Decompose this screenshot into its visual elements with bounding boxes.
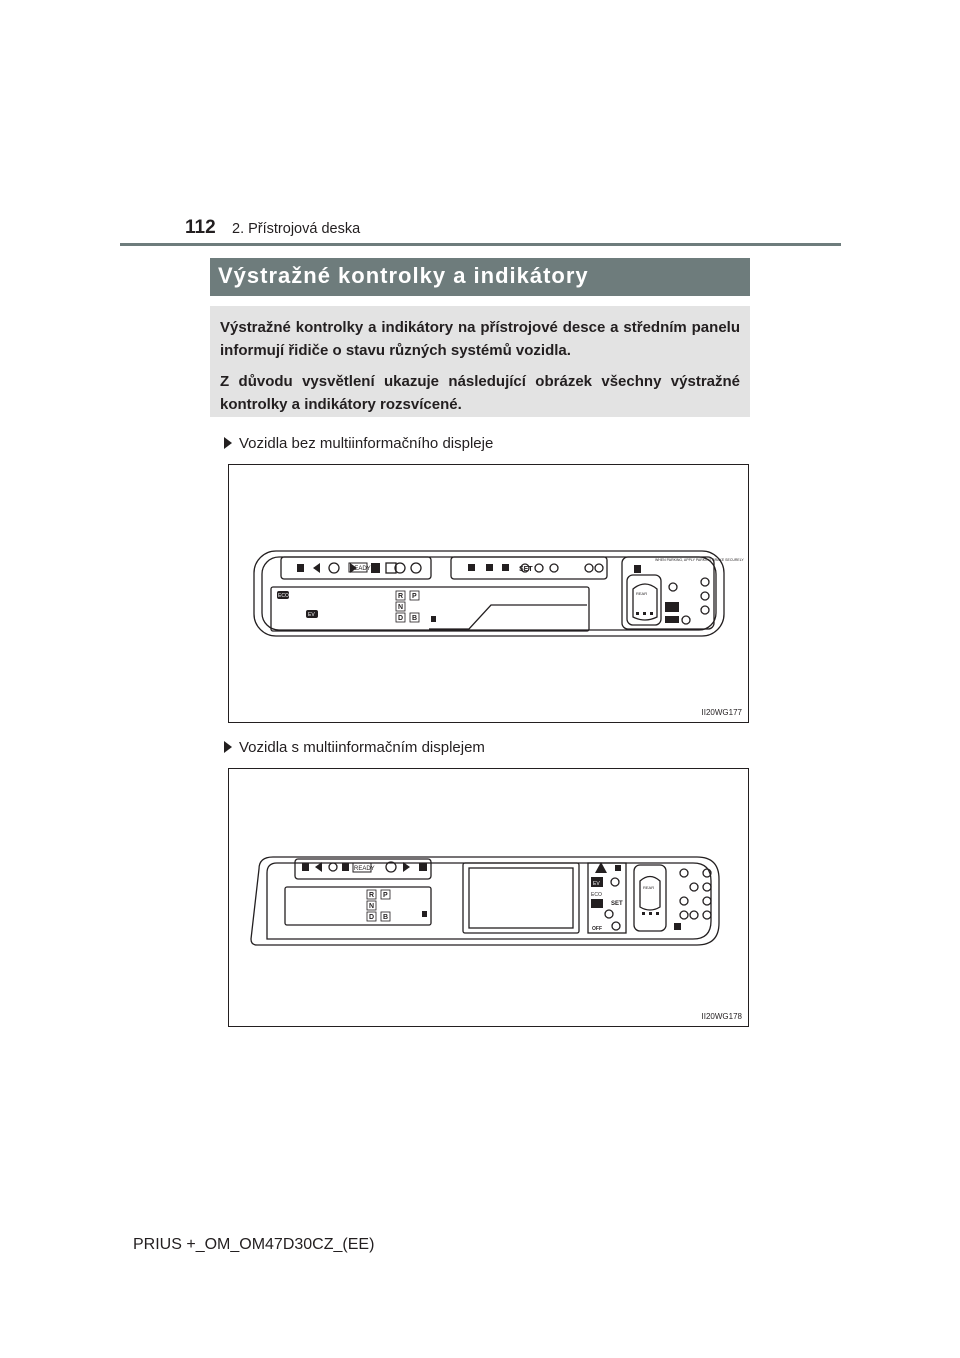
ev-label: EV bbox=[308, 612, 315, 618]
figure2-code: II20WG178 bbox=[701, 1012, 742, 1021]
figure1-caption bbox=[224, 435, 493, 452]
rear-dot-1 bbox=[636, 612, 639, 615]
low-fuel-icon bbox=[302, 863, 309, 871]
cluster2-svg bbox=[229, 769, 750, 1028]
rear-dot-2 bbox=[643, 612, 646, 615]
footer-doc-id: PRIUS +_OM_OM47D30CZ_(EE) bbox=[133, 1236, 375, 1253]
ready-label: READY bbox=[350, 566, 371, 572]
left-turn-icon bbox=[313, 563, 320, 573]
rear-dot-3 bbox=[656, 912, 659, 915]
shift-d: D bbox=[369, 914, 375, 921]
low-fuel-icon bbox=[297, 564, 304, 572]
battery-icon bbox=[690, 911, 698, 919]
check-engine-icon bbox=[690, 883, 698, 891]
door-icon bbox=[371, 563, 380, 573]
airbag-icon bbox=[703, 911, 711, 919]
security-icon bbox=[674, 923, 681, 930]
headlight-icon bbox=[701, 578, 709, 586]
parking-brake-icon bbox=[411, 563, 421, 573]
ev-label: EV bbox=[593, 881, 600, 887]
ready-label: READY bbox=[354, 866, 375, 872]
bullet-triangle-icon bbox=[224, 741, 232, 753]
rear-seat-icon bbox=[640, 877, 660, 911]
ev-mode-icon bbox=[665, 602, 679, 612]
cluster1-display-window bbox=[271, 587, 589, 631]
cluster2-multi-display bbox=[469, 868, 573, 928]
figure1-code: II20WG177 bbox=[701, 708, 742, 717]
power-mode-icon bbox=[591, 899, 603, 908]
rear-dot-3 bbox=[650, 612, 653, 615]
shift-d: D bbox=[398, 615, 404, 622]
engine-icon bbox=[682, 616, 690, 624]
intro-box bbox=[210, 306, 750, 417]
sound-icon bbox=[680, 911, 688, 919]
parking-icon bbox=[703, 897, 711, 905]
eco-label: ECO bbox=[278, 593, 289, 599]
eco-label: ECO bbox=[591, 892, 602, 898]
abs-icon-2 bbox=[550, 564, 558, 572]
seat-icon bbox=[486, 564, 493, 571]
tire-icon bbox=[605, 910, 613, 918]
shift-n: N bbox=[398, 604, 404, 611]
cruise-icon bbox=[612, 922, 620, 930]
intro-paragraph-1: Výstražné kontrolky a indikátory na přístrojové desce a středním panelu informují řidiče o stavu různých systémů vozidla. bbox=[220, 319, 740, 359]
lock-icon bbox=[634, 565, 641, 573]
shift-p: P bbox=[383, 892, 388, 899]
cluster2-icon-column bbox=[588, 863, 626, 933]
brake-icon bbox=[329, 563, 339, 573]
figure1-cluster-illustration bbox=[228, 464, 749, 723]
rear-dot-2 bbox=[649, 912, 652, 915]
shift-r: R bbox=[369, 892, 375, 899]
door-icon bbox=[419, 863, 427, 871]
shift-n: N bbox=[369, 903, 375, 910]
eco-mode-icon bbox=[665, 616, 679, 623]
off-label: OFF bbox=[592, 926, 602, 932]
shift-r: R bbox=[398, 593, 404, 600]
figure2-cluster-illustration bbox=[228, 768, 749, 1027]
figure2-caption-text: Vozidla s multiinformačním displejem bbox=[239, 739, 485, 756]
shift-b: B bbox=[412, 615, 418, 622]
headlight-icon bbox=[680, 869, 688, 877]
warning-icon bbox=[669, 583, 677, 591]
section-title: 2. Přístrojová deska bbox=[232, 221, 361, 237]
figure1-caption-text: Vozidla bez multiinformačního displeje bbox=[239, 435, 494, 452]
page-number: 112 bbox=[185, 217, 216, 238]
seatbelt-icon bbox=[342, 863, 349, 871]
abs-icon bbox=[611, 878, 619, 886]
parking-warning-text: WHEN PARKING, APPLY PARKING BRAKE SECURELY bbox=[655, 558, 744, 562]
fog-light-icon bbox=[701, 592, 709, 600]
oil-icon bbox=[585, 564, 593, 572]
rear-label: REAR bbox=[636, 591, 648, 596]
airbag-icon bbox=[468, 564, 475, 571]
set-label: SET bbox=[519, 566, 533, 573]
cluster1-outer bbox=[254, 551, 724, 636]
cluster2-shift-display bbox=[285, 887, 431, 925]
cluster1-svg bbox=[229, 465, 750, 724]
rear-label: REAR bbox=[643, 885, 655, 890]
page-title: Výstražné kontrolky a indikátory bbox=[210, 258, 750, 296]
fuel-gauge-icon bbox=[422, 911, 427, 917]
fuel-gauge-icon bbox=[431, 616, 436, 622]
tire-pressure-icon bbox=[535, 564, 543, 572]
cluster2-mid-outer bbox=[463, 863, 579, 933]
intro-paragraph-2: Z důvodu vysvětlení ukazuje následující obrázek všechny výstražné kontrolky a indikátory rozsvícené. bbox=[220, 373, 740, 413]
sun-icon bbox=[701, 606, 709, 614]
battery-icon bbox=[595, 564, 603, 572]
shift-p: P bbox=[412, 593, 417, 600]
shift-b: B bbox=[383, 914, 389, 921]
lamp-icon bbox=[329, 863, 337, 871]
rear-dot-1 bbox=[642, 912, 645, 915]
cluster2-rear-box bbox=[634, 865, 666, 931]
cluster1-display-divider bbox=[429, 605, 587, 629]
coolant-icon bbox=[502, 564, 509, 571]
front-fog-icon bbox=[703, 883, 711, 891]
figure2-caption bbox=[224, 739, 485, 756]
bullet-triangle-icon bbox=[224, 437, 232, 449]
set-label: SET bbox=[611, 901, 623, 907]
master-warning-icon bbox=[595, 862, 607, 873]
lock-icon bbox=[615, 865, 621, 871]
brake-icon bbox=[680, 897, 688, 905]
header-rule bbox=[120, 243, 841, 246]
